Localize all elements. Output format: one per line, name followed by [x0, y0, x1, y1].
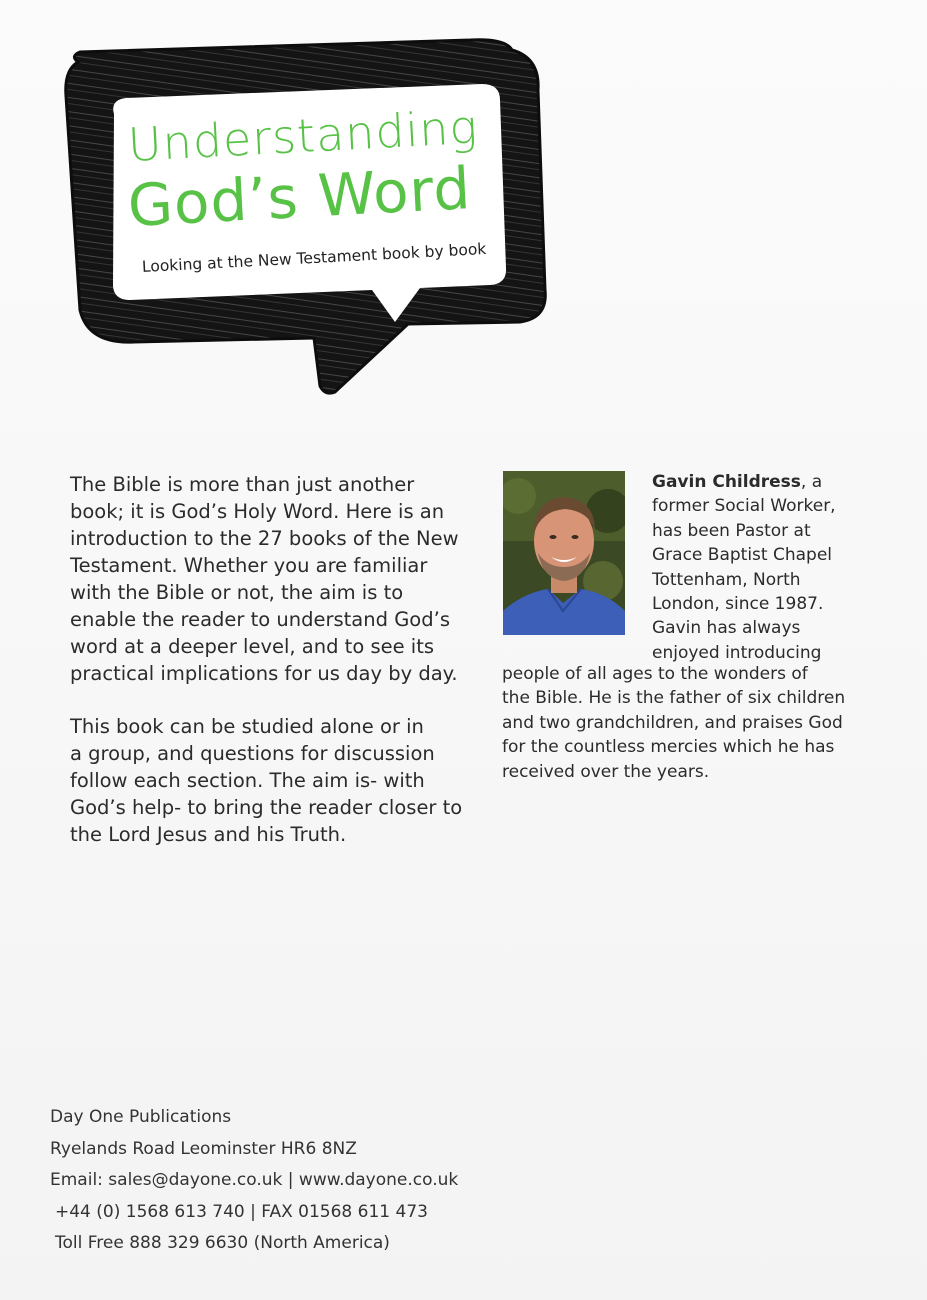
- logo-title-line2: God’s Word: [126, 154, 473, 240]
- text-line: people of all ages to the wonders of: [502, 664, 808, 684]
- text-line: God’s help- to bring the reader closer to: [70, 796, 463, 819]
- text-line: This book can be studied alone or in: [70, 715, 424, 738]
- text-line: word at a deeper level, and to see its: [70, 635, 435, 658]
- text-line: received over the years.: [502, 761, 710, 782]
- logo-tagline: Looking at the New Testament book by book: [141, 239, 487, 276]
- text-line: Grace Baptist Chapel: [652, 545, 833, 566]
- author-name: Gavin Childress: [652, 472, 801, 492]
- text-line: former Social Worker,: [652, 496, 836, 517]
- text-line: Gavin has always: [652, 618, 801, 639]
- text-line: the Bible. He is the father of six children: [502, 688, 846, 709]
- publisher-address: Ryelands Road Leominster HR6 8NZ: [50, 1138, 357, 1159]
- author-photo: [503, 471, 625, 635]
- book-description-paragraph-2: [70, 713, 470, 848]
- text-line: introduction to the 27 books of the New: [70, 527, 459, 550]
- text-line: the Lord Jesus and his Truth.: [70, 823, 347, 846]
- author-bio-beside-photo: [652, 470, 882, 665]
- text-line: London, since 1987.: [652, 594, 824, 615]
- text-line: enjoyed introducing: [652, 642, 822, 663]
- publisher-phone-fax: +44 (0) 1568 613 740 | FAX 01568 611 473: [55, 1201, 428, 1222]
- text-line: for the countless mercies which he has: [502, 737, 835, 758]
- publisher-name: Day One Publications: [50, 1107, 232, 1127]
- text-line: practical implications for us day by day.: [70, 662, 458, 685]
- author-name-line: [652, 470, 882, 494]
- text-line: follow each section. The aim is- with: [70, 769, 425, 792]
- publisher-toll-free: Toll Free 888 329 6630 (North America): [55, 1233, 390, 1253]
- publisher-info: [50, 1102, 458, 1260]
- text-line: The Bible is more than just another: [70, 473, 415, 496]
- text-line: Testament. Whether you are familiar: [70, 554, 428, 577]
- author-name-suffix: , a: [800, 472, 823, 492]
- text-line: Tottenham, North: [652, 569, 801, 590]
- text-line: book; it is God’s Holy Word. Here is an: [70, 500, 445, 523]
- publisher-email-web: Email: sales@dayone.co.uk | www.dayone.co.uk: [50, 1170, 459, 1190]
- logo-title-line1: Understanding: [126, 99, 480, 172]
- text-line: with the Bible or not, the aim is to: [70, 581, 404, 604]
- text-line: has been Pastor at: [652, 520, 811, 541]
- author-bio-continued: [502, 662, 882, 784]
- book-description-paragraph-1: [70, 471, 470, 687]
- text-line: and two grandchildren, and praises God: [502, 712, 843, 733]
- text-line: a group, and questions for discussion: [70, 742, 435, 765]
- text-line: enable the reader to understand God’s: [70, 608, 450, 631]
